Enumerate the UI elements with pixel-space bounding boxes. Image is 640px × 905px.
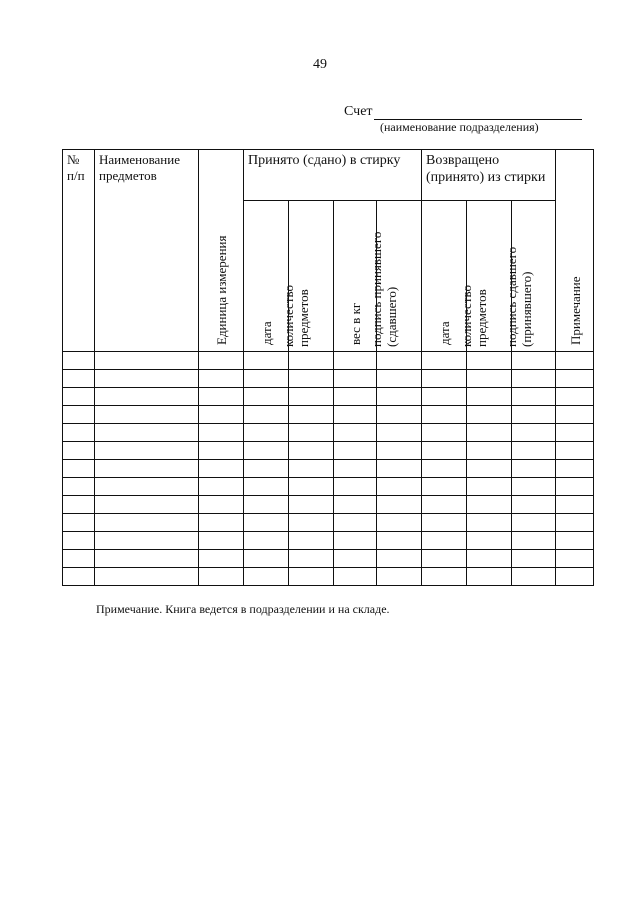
- table-cell: [422, 478, 467, 496]
- table-cell: [512, 514, 556, 532]
- header-received-qty-text: [281, 285, 311, 347]
- table-cell: [244, 532, 289, 550]
- table-cell: [377, 568, 422, 586]
- table-cell: [244, 550, 289, 568]
- table-cell: [334, 532, 377, 550]
- table-cell: [63, 352, 95, 370]
- table-cell: [244, 370, 289, 388]
- table-cell: [556, 460, 594, 478]
- ledger-table: [62, 149, 594, 586]
- table-cell: [512, 478, 556, 496]
- table-cell: [95, 406, 199, 424]
- table-cell: [377, 424, 422, 442]
- header-name: Наименование предметов: [95, 150, 199, 352]
- table-cell: [556, 550, 594, 568]
- table-cell: [334, 424, 377, 442]
- table-cell: [199, 352, 244, 370]
- table-cell: [199, 388, 244, 406]
- header-returned-sign-line2: (принявшего): [518, 271, 534, 347]
- table-cell: [289, 370, 334, 388]
- table-cell: [95, 532, 199, 550]
- table-cell: [422, 568, 467, 586]
- table-cell: [512, 370, 556, 388]
- table-cell: [556, 370, 594, 388]
- table-cell: [422, 496, 467, 514]
- footer-note: Примечание. Книга ведется в подразделении и на складе.: [96, 602, 390, 616]
- header-group-returned: Возвращено (принято) из стирки: [422, 150, 556, 201]
- table-cell: [422, 388, 467, 406]
- table-row: [63, 514, 594, 532]
- header-returned-sign-text: [504, 247, 534, 347]
- table-cell: [377, 370, 422, 388]
- table-cell: [377, 478, 422, 496]
- header-returned-sign: [503, 201, 556, 352]
- table-cell: [467, 442, 512, 460]
- table-cell: [199, 568, 244, 586]
- table-cell: [334, 406, 377, 424]
- account-fill-line: [374, 105, 582, 120]
- table-cell: [334, 442, 377, 460]
- table-row: [63, 388, 594, 406]
- header-received-weight-text: вес в кг: [348, 302, 363, 345]
- table-cell: [63, 424, 95, 442]
- header-returned-sign-line1: подпись сдавшего: [503, 246, 519, 347]
- table-cell: [289, 424, 334, 442]
- table-row: [63, 370, 594, 388]
- table-cell: [289, 478, 334, 496]
- table-cell: [334, 388, 377, 406]
- table-cell: [95, 370, 199, 388]
- table-cell: [467, 388, 512, 406]
- table-cell: [199, 424, 244, 442]
- header-received-sign-line1: подпись принявшего: [369, 231, 384, 347]
- table-cell: [334, 496, 377, 514]
- ledger-body: [63, 352, 594, 586]
- table-cell: [512, 496, 556, 514]
- account-caption: (наименование подразделения): [380, 120, 539, 134]
- table-cell: [199, 514, 244, 532]
- table-cell: [467, 568, 512, 586]
- header-returned-qty-line1: количество: [459, 284, 474, 347]
- table-cell: [512, 442, 556, 460]
- table-cell: [63, 550, 95, 568]
- table-cell: [199, 478, 244, 496]
- table-cell: [95, 388, 199, 406]
- table-cell: [63, 514, 95, 532]
- table-cell: [199, 550, 244, 568]
- table-cell: [334, 460, 377, 478]
- table-cell: [95, 550, 199, 568]
- account-label: Счет: [344, 104, 373, 119]
- table-cell: [244, 460, 289, 478]
- page-number: 49: [313, 57, 327, 72]
- table-cell: [199, 460, 244, 478]
- table-row: [63, 460, 594, 478]
- header-received-qty-line1: количество: [281, 284, 296, 347]
- header-unit-text: Единица измерения: [214, 235, 229, 345]
- header-received-date-text: дата: [259, 321, 274, 345]
- table-cell: [422, 424, 467, 442]
- header-row-top: [63, 150, 594, 201]
- header-received-sign-text: [369, 232, 399, 347]
- table-cell: [512, 424, 556, 442]
- table-cell: [556, 514, 594, 532]
- table-cell: [334, 370, 377, 388]
- header-received-sign-line2: (сдавшего): [384, 286, 399, 347]
- table-cell: [289, 568, 334, 586]
- table-cell: [199, 496, 244, 514]
- table-cell: [244, 424, 289, 442]
- table-cell: [422, 460, 467, 478]
- table-cell: [556, 424, 594, 442]
- table-cell: [556, 532, 594, 550]
- table-cell: [512, 406, 556, 424]
- table-cell: [467, 514, 512, 532]
- table-row: [63, 352, 594, 370]
- header-received-qty: [281, 201, 334, 352]
- table-cell: [377, 352, 422, 370]
- table-cell: [512, 352, 556, 370]
- table-cell: [512, 388, 556, 406]
- table-cell: [556, 406, 594, 424]
- table-cell: [289, 460, 334, 478]
- table-cell: [377, 550, 422, 568]
- table-cell: [244, 496, 289, 514]
- table-cell: [334, 514, 377, 532]
- table-cell: [467, 460, 512, 478]
- table-cell: [289, 496, 334, 514]
- table-cell: [377, 496, 422, 514]
- table-cell: [334, 352, 377, 370]
- table-row: [63, 568, 594, 586]
- table-cell: [199, 370, 244, 388]
- table-cell: [556, 388, 594, 406]
- table-cell: [422, 514, 467, 532]
- table-row: [63, 496, 594, 514]
- table-cell: [244, 514, 289, 532]
- table-cell: [63, 496, 95, 514]
- table-cell: [377, 442, 422, 460]
- table-cell: [467, 370, 512, 388]
- table-cell: [95, 568, 199, 586]
- table-row: [63, 406, 594, 424]
- table-cell: [467, 424, 512, 442]
- table-cell: [95, 442, 199, 460]
- header-returned-date-text: дата: [437, 321, 452, 345]
- table-cell: [334, 478, 377, 496]
- table-cell: [63, 532, 95, 550]
- table-cell: [556, 352, 594, 370]
- table-cell: [334, 550, 377, 568]
- table-cell: [289, 550, 334, 568]
- table-cell: [467, 532, 512, 550]
- table-cell: [289, 442, 334, 460]
- header-remark: [556, 150, 594, 352]
- table-cell: [95, 496, 199, 514]
- header-remark-text: Примечание: [567, 276, 583, 345]
- table-cell: [95, 424, 199, 442]
- table-cell: [422, 442, 467, 460]
- table-cell: [244, 442, 289, 460]
- table-cell: [467, 550, 512, 568]
- table-cell: [289, 406, 334, 424]
- table-cell: [512, 460, 556, 478]
- table-cell: [63, 370, 95, 388]
- table-cell: [199, 406, 244, 424]
- table-cell: [95, 352, 199, 370]
- header-received-sign: [369, 201, 422, 352]
- table-cell: [467, 478, 512, 496]
- table-cell: [377, 514, 422, 532]
- table-cell: [422, 352, 467, 370]
- table-cell: [377, 406, 422, 424]
- table-cell: [556, 496, 594, 514]
- table-cell: [467, 352, 512, 370]
- table-cell: [244, 406, 289, 424]
- header-received-qty-line2: предметов: [296, 289, 311, 347]
- table-cell: [556, 478, 594, 496]
- table-cell: [377, 388, 422, 406]
- table-cell: [63, 406, 95, 424]
- table-cell: [63, 460, 95, 478]
- table-cell: [422, 370, 467, 388]
- table-cell: [244, 352, 289, 370]
- table-row: [63, 478, 594, 496]
- header-unit: [199, 150, 244, 352]
- table-row: [63, 424, 594, 442]
- header-returned-qty-line2: предметов: [474, 289, 489, 347]
- table-cell: [95, 460, 199, 478]
- table-cell: [289, 388, 334, 406]
- table-cell: [63, 442, 95, 460]
- table-cell: [199, 442, 244, 460]
- table-cell: [422, 532, 467, 550]
- account-line: [344, 104, 582, 120]
- table-cell: [244, 388, 289, 406]
- table-cell: [556, 568, 594, 586]
- table-cell: [512, 532, 556, 550]
- table-cell: [289, 514, 334, 532]
- table-cell: [334, 568, 377, 586]
- table-cell: [95, 514, 199, 532]
- table-row: [63, 532, 594, 550]
- table-cell: [289, 532, 334, 550]
- table-cell: [422, 550, 467, 568]
- table-cell: [244, 568, 289, 586]
- header-returned-qty-text: [459, 285, 489, 347]
- table-cell: [467, 406, 512, 424]
- table-cell: [199, 532, 244, 550]
- table-cell: [556, 442, 594, 460]
- table-cell: [512, 568, 556, 586]
- header-group-received: Принято (сдано) в стирку: [244, 150, 422, 201]
- table-cell: [512, 550, 556, 568]
- table-cell: [63, 478, 95, 496]
- table-cell: [95, 478, 199, 496]
- table-cell: [377, 460, 422, 478]
- table-cell: [377, 532, 422, 550]
- table-cell: [289, 352, 334, 370]
- header-num: № п/п: [63, 150, 95, 352]
- table-row: [63, 550, 594, 568]
- table-cell: [63, 388, 95, 406]
- table-row: [63, 442, 594, 460]
- table-cell: [422, 406, 467, 424]
- table-cell: [63, 568, 95, 586]
- table-cell: [467, 496, 512, 514]
- table-cell: [244, 478, 289, 496]
